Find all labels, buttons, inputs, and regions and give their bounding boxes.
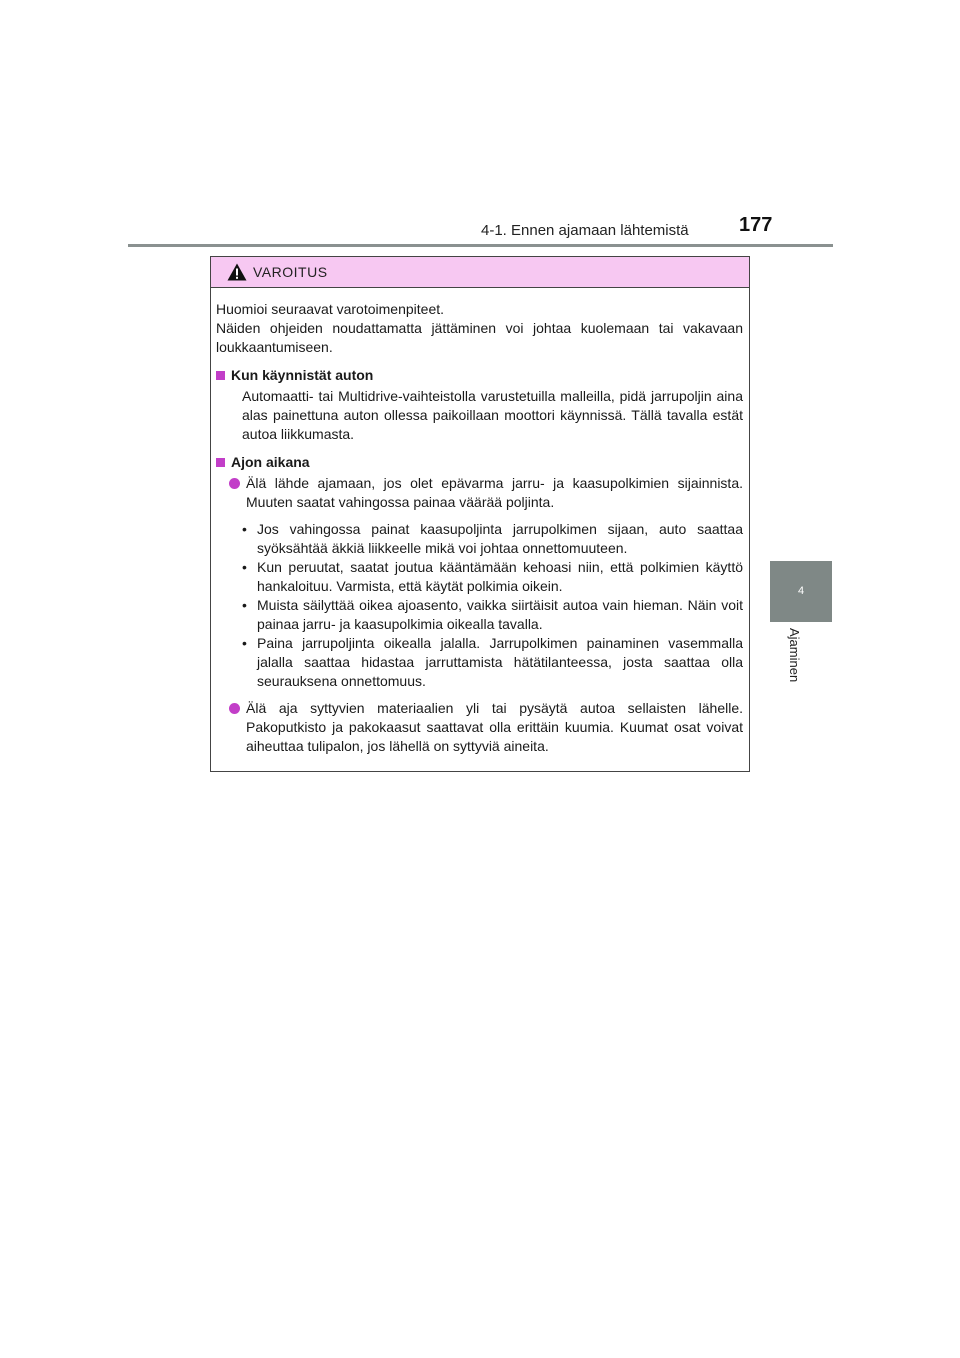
dot-bullet-icon: •	[242, 559, 247, 575]
sub-list-item-text: Muista säilyttää oikea ajoasento, vaikka siirtäisit autoa vain hieman. Näin voit painaa jarru- ja kaasupolkimia oikealla tavalla.	[257, 597, 743, 632]
section-text: Automaatti- tai Multidrive-vaihteistolla varustetuilla malleilla, pidä jarrupoljin aina alas painettuna auton ollessa paikoillaan moottori käynnissä. Tällä tavalla estät autoa liikkumasta.	[242, 388, 743, 442]
sub-list-item-text: Jos vahingossa painat kaasupoljinta jarrupolkimen sijaan, auto saattaa syöksähtää äkkiä liikkeelle mikä voi johtaa onnettomuuteen.	[257, 521, 743, 556]
dot-bullet-icon: •	[242, 597, 247, 613]
section-title: 4-1. Ennen ajamaan lähtemistä	[481, 222, 689, 239]
warning-body	[211, 288, 749, 756]
list-item-text: Älä aja syttyvien materiaalien yli tai pysäytä autoa sellaisten lähelle. Pakoputkisto ja pakokaasut saattavat olla erittäin kuumia. Kuumat osat voivat aiheuttaa tulipalon, jos lähellä on syttyviä aineita.	[246, 700, 743, 754]
dot-bullet-icon: •	[242, 635, 247, 651]
square-bullet-icon	[216, 371, 225, 380]
intro-line: Huomioi seuraavat varotoimenpiteet.	[216, 301, 445, 317]
sub-list-item	[242, 520, 743, 558]
section-starting	[216, 366, 743, 444]
list-item	[216, 474, 743, 512]
section-heading-text: Ajon aikana	[231, 454, 310, 470]
intro-line: Näiden ohjeiden noudattamatta jättäminen voi johtaa kuolemaan tai vakavaan loukkaantumiseen.	[216, 320, 743, 355]
warning-box	[210, 256, 750, 772]
warning-intro	[216, 300, 743, 357]
list-item	[216, 699, 743, 756]
section-heading-text: Kun käynnistät auton	[231, 367, 374, 383]
header-divider	[128, 244, 833, 247]
warning-title: VAROITUS	[253, 264, 328, 280]
sub-list-item	[242, 558, 743, 596]
circle-bullet-icon	[229, 703, 240, 714]
chapter-tab-number: 4	[770, 561, 832, 622]
dot-bullet-icon: •	[242, 521, 247, 537]
list-item-text: Älä lähde ajamaan, jos olet epävarma jarru- ja kaasupolkimien sijainnista. Muuten saatat vahingossa painaa väärää poljinta.	[246, 475, 743, 510]
warning-triangle-icon	[227, 263, 247, 281]
section-heading	[216, 453, 743, 472]
page-number: 177	[739, 214, 773, 236]
section-heading	[216, 366, 743, 385]
square-bullet-icon	[216, 458, 225, 467]
sub-list-item	[242, 634, 743, 691]
chapter-tab-title: Ajaminen	[787, 628, 802, 683]
sub-list	[216, 520, 743, 691]
warning-header	[211, 257, 749, 288]
sub-list-item-text: Kun peruutat, saatat joutua kääntämään kehoasi niin, että polkimien käyttö hankaloituu. Varmista, että käytät polkimia oikein.	[257, 559, 743, 594]
chapter-tab	[770, 622, 832, 702]
circle-bullet-icon	[229, 478, 240, 489]
sub-list-item-text: Paina jarrupoljinta oikealla jalalla. Jarrupolkimen painaminen vasemmalla jalalla saattaa hidastaa jarruttamista hätätilanteessa, josta saattaa olla seurauksena onnettomuus.	[257, 635, 743, 689]
sub-list-item	[242, 596, 743, 634]
section-driving	[216, 453, 743, 756]
